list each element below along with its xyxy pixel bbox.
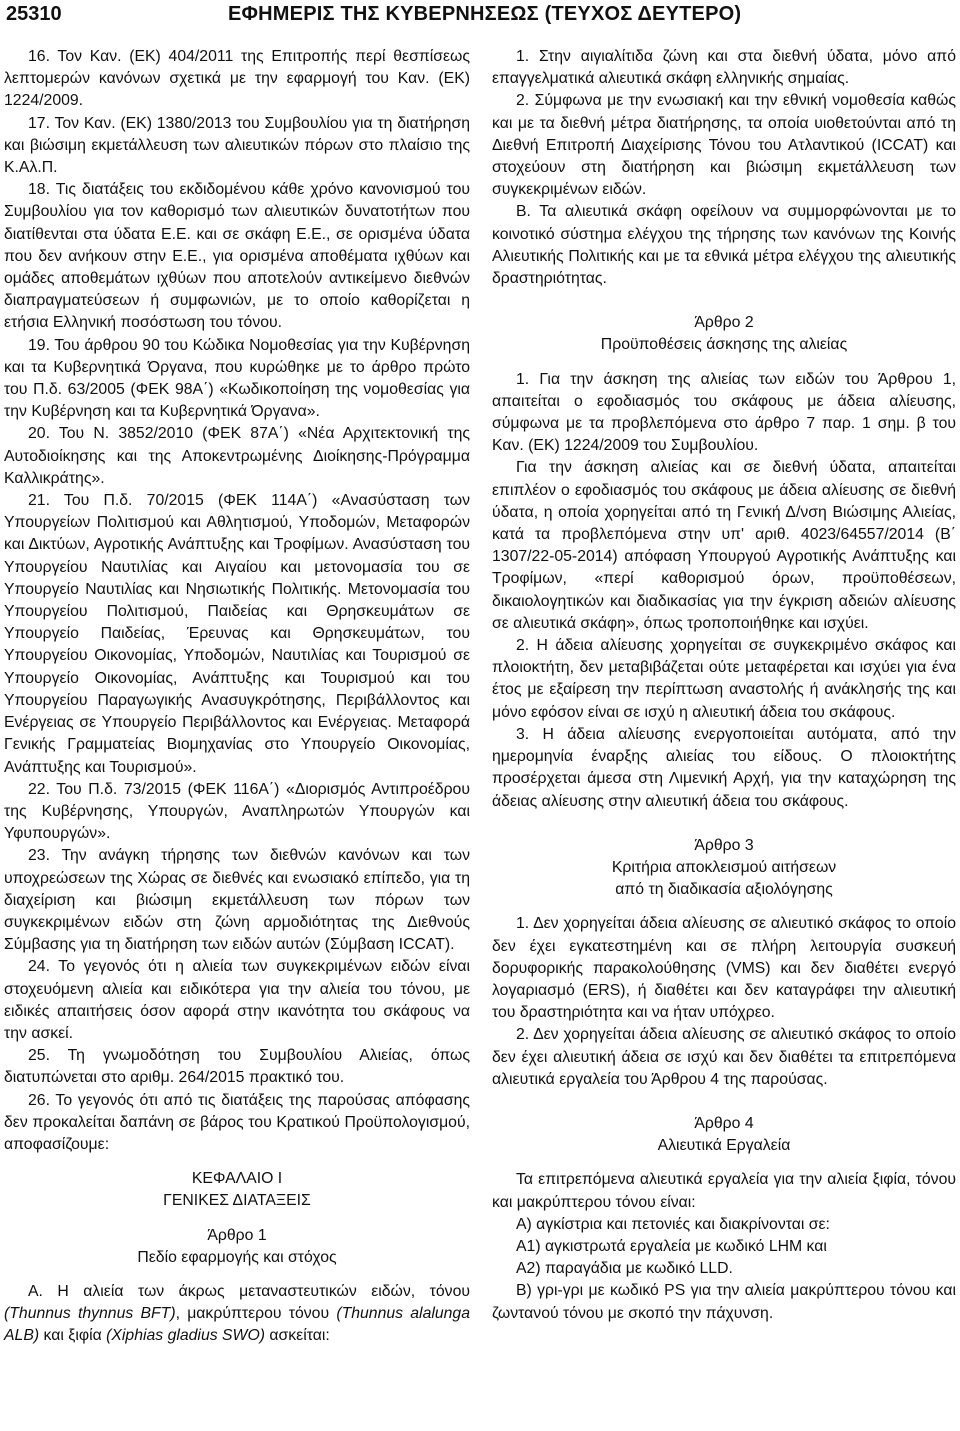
a-mid2: και ξιφία — [39, 1327, 107, 1345]
article-1-heading: Άρθρο 1 — [207, 1226, 267, 1244]
left-column — [4, 46, 470, 1348]
a-intro: Α. Η αλιεία των άκρως μεταναστευτικών ειδών, τόνου — [28, 1282, 470, 1300]
paragraph-18: 18. Τις διατάξεις του εκδιδομένου κάθε χρόνο κανονισμού του Συμβουλίου για τον καθορισμό των αλιευτικών δυνατοτήτων που διατίθενται στα ύδατα Ε.Ε. και σε σκάφη Ε.Ε., σε ορισμένα ύδατα που δεν ανήκουν στην Ε.Ε., για ορισμένα αποθέματα ιχθύων και ομάδες αποθεμάτων ιχθύων που αποτελούν αντικείμενο διεθνών διαπραγματεύσεων ή συμφωνιών, με το οποίο καθορίζεται η ετήσια Ελληνική ποσόστωση του τόνου. — [4, 181, 470, 332]
article-2-item-1b: Για την άσκηση αλιείας και σε διεθνή ύδατα, απαιτείται επιπλέον ο εφοδιασμός του σκάφους με άδεια αλίευσης σε διεθνή ύδατα, η οποία χορηγείται από τη Γενική Δ/νση Βιώσιμης Αλιείας, κατά τα προβλεπόμενα στην υπ' αριθ. 4023/64557/2014 (Β΄ 1307/22-05-2014) απόφαση Υπουργού Αγροτικής Ανάπτυξης και Τροφίμων, «περί καθορισμού όρων, προϋποθέσεων, δικαιολογητικών και διαδικασίας για την έγκριση αδειών αλίευσης σε αλιευτικά σκάφη», όπως τροποποιήθηκε και ισχύει. — [492, 459, 956, 632]
paragraph-16: 16. Τον Καν. (ΕΚ) 404/2011 της Επιτροπής περί θεσπίσεως λεπτομερών κανόνων σχετικά με την εφαρμογή του Καν. (ΕΚ) 1224/2009. — [4, 48, 470, 110]
paragraph-21: 21. Του Π.δ. 70/2015 (ΦΕΚ 114Α΄) «Ανασύσταση των Υπουργείων Πολιτισμού και Αθλητισμού, Υποδομών, Μεταφορών και Δικτύων, Αγροτικής Ανάπτυξης και Τροφίμων. Ανασύσταση του Υπουργείου Ναυτιλίας και Αιγαίου και μετονομασία του σε Υπουργείο Ναυτιλίας και Νησιωτικής Πολιτικής. Μετονομασία του Υπουργείου Πολιτισμού, Παιδείας και Θρησκευμάτων σε Υπουργείο Παιδείας, Έρευνας και Θρησκευμάτων, του Υπουργείου Οικονομίας, Υποδομών, Ναυτιλίας και Τουρισμού σε Υπουργείο Οικονομίας, Ανάπτυξης και Τουρισμού και του Υπουργείου Παραγωγικής Ανασυγκρότησης, Περιβάλλοντος και Ενέργειας σε Υπουργείο Περιβάλλοντος και Ενέργειας. Μεταφορά Γενικής Γραμματείας Βιομηχανίας στο Υπουργείο Οικονομίας, Ανάπτυξης και Τουρισμού». — [4, 492, 470, 776]
article-4-item-a: Α) αγκίστρια και πετονιές και διακρίνονται σε: — [516, 1215, 830, 1233]
paragraph-23: 23. Την ανάγκη τήρησης των διεθνών κανόνων και των υποχρεώσεων της Χώρας σε διεθνές και ενωσιακό επίπεδο, για τη διαχείριση και βιώσιμη εκμετάλλευση των πόρων των συγκεκριμένων ειδών στη ζώνη αρμοδιότητας της Διεθνούς Σύμβασης για τη διατήρηση των ειδών αυτών (Σύμβαση ICCAT). — [4, 847, 470, 954]
a-end: ασκείται: — [265, 1327, 330, 1345]
paragraph-25: 25. Τη γνωμοδότηση του Συμβουλίου Αλιείας, όπως διατυπώνεται στο αριθμ. 264/2015 πρακτικό του. — [4, 1047, 470, 1087]
article-2-item-1: 1. Για την άσκηση της αλιείας των ειδών του Άρθρου 1, απαιτείται ο εφοδιασμός του σκάφους με άδεια αλίευσης, σύμφωνα με τα προβλεπόμενα στο άρθρο 7 παρ. 1 σημ. β του Καν. (ΕΚ) 1224/2009 του Συμβουλίου. — [492, 370, 956, 455]
species-thunnus-alalunga: (Thunnus alalunga ALB) — [4, 1305, 471, 1345]
species-thunnus-thynnus: (Thunnus thynnus BFT) — [4, 1305, 176, 1323]
paragraph-20: 20. Του Ν. 3852/2010 (ΦΕΚ 87Α΄) «Νέα Αρχιτεκτονική της Αυτοδιοίκησης και της Αποκεντρωμένης Διοίκησης-Πρόγραμμα Καλλικράτης». — [4, 425, 470, 487]
article-1-paragraph-b: Β. Τα αλιευτικά σκάφη οφείλουν να συμμορφώνονται με το κοινοτικό σύστημα ελέγχου της τήρησης των κανόνων της Κοινής Αλιευτικής Πολιτικής και με τα εθνικά μέτρα ελέγχου της αλιευτικής δραστηριότητας. — [492, 203, 956, 288]
paragraph-19: 19. Του άρθρου 90 του Κώδικα Νομοθεσίας για την Κυβέρνηση και τα Κυβερνητικά Όργανα, που κυρώθηκε με το άρθρο πρώτο του Π.δ. 63/2005 (ΦΕΚ 98Α΄) «Κωδικοποίηση της νομοθεσίας για την Κυβέρνηση και τα Κυβερνητικά Όργανα». — [4, 336, 470, 421]
article-3-item-2: 2. Δεν χορηγείται άδεια αλίευσης σε αλιευτικό σκάφος το οποίο δεν έχει αλιευτική άδεια σε ισχύ και δεν διαθέτει τα επιτρεπόμενα αλιευτικά εργαλεία του Άρθρου 4 της παρούσας. — [492, 1026, 956, 1088]
page-header — [0, 0, 960, 36]
article-1-item-1: 1. Στην αιγιαλίτιδα ζώνη και στα διεθνή ύδατα, μόνο από επαγγελματικά αλιευτικά σκάφη ελληνικής σημαίας. — [492, 48, 956, 88]
article-3-title-line1: Κριτήρια αποκλεισμού αιτήσεων — [611, 858, 837, 876]
article-2-item-2: 2. Η άδεια αλίευσης χορηγείται σε συγκεκριμένο σκάφος και πλοιοκτήτη, δεν μεταβιβάζεται ούτε μεταφέρεται και ισχύει για ένα έτος με εξαίρεση την περίπτωση αναστολής ή ανάκλησής της και μόνο εφόσον είναι σε ισχύ η αλιευτική άδεια του σκάφους. — [492, 637, 956, 721]
right-column — [492, 46, 956, 1325]
species-xiphias-gladius: (Xiphias gladius SWO) — [106, 1327, 266, 1345]
article-1-title: Πεδίο εφαρμογής και στόχος — [137, 1248, 337, 1266]
article-2-item-3: 3. Η άδεια αλίευσης ενεργοποιείται αυτόματα, από την ημερομηνία έναρξης αλιείας του είδους. Ο πλοιοκτήτης προσέρχεται άμεσα στη Λιμενική Αρχή, για την καταχώρηση της άδειας αλίευσης στην αλιευτική άδεια του σκάφους. — [492, 725, 956, 810]
chapter-heading: ΚΕΦΑΛΑΙΟ Ι — [191, 1170, 283, 1188]
article-2-heading: Άρθρο 2 — [694, 314, 754, 332]
page-number: 25310 — [6, 3, 62, 25]
article-4-heading: Άρθρο 4 — [694, 1114, 754, 1132]
article-2-title: Προϋποθέσεις άσκησης της αλιείας — [600, 336, 848, 354]
paragraph-17: 17. Τον Καν. (ΕΚ) 1380/2013 του Συμβουλίου για τη διατήρηση και βιώσιμη εκμετάλλευση των αλιευτικών πόρων στο πλαίσιο της Κ.Αλ.Π. — [4, 114, 470, 177]
paragraph-24: 24. Το γεγονός ότι η αλιεία των συγκεκριμένων ειδών είναι στοχευόμενη αλιεία και ειδικότερα για την αλιεία του τόνου, με ειδικές απαιτήσεις όσον αφορά στην ικανότητα του σκάφους να την ασκεί. — [4, 958, 470, 1042]
article-4-item-a2: Α2) παραγάδια με κωδικό LLD. — [516, 1260, 733, 1278]
article-3-item-1: 1. Δεν χορηγείται άδεια αλίευσης σε αλιευτικό σκάφος το οποίο δεν έχει εγκατεστημένη και σε πλήρη λειτουργία συσκευή δορυφορικής παρακολούθησης (VMS) και δεν διαθέτει ενεργό λογαριασμό (ERS), ή διαθέτει και δεν καταγράφει την αλιευτική του δραστηριότητα και να ήταν υπόχρεο. — [492, 915, 956, 1022]
article-4-item-a1: Α1) αγκιστρωτά εργαλεία με κωδικό LHM και — [516, 1237, 827, 1255]
paragraph-22: 22. Του Π.δ. 73/2015 (ΦΕΚ 116Α΄) «Διορισμός Αντιπροέδρου της Κυβέρνησης, Υπουργών, Αναπληρωτών Υπουργών και Υφυπουργών». — [4, 780, 470, 843]
article-4-item-b: Β) γρι-γρι με κωδικό PS για την αλιεία μακρύπτερου τόνου και ζωντανού τόνου με σκοπό την πάχυνση. — [492, 1282, 956, 1322]
article-3-title-line2: από τη διαδικασία αξιολόγησης — [615, 881, 833, 899]
article-4-title: Αλιευτικά Εργαλεία — [657, 1137, 791, 1155]
article-4-intro: Τα επιτρεπόμενα αλιευτικά εργαλεία για την αλιεία ξιφία, τόνου και μακρύπτερου τόνου είναι: — [492, 1171, 956, 1211]
chapter-title: ΓΕΝΙΚΕΣ ΔΙΑΤΑΞΕΙΣ — [163, 1192, 311, 1210]
a-mid1: , μακρύπτερου τόνου — [175, 1305, 337, 1323]
paragraph-26: 26. Το γεγονός ότι από τις διατάξεις της παρούσας απόφασης δεν προκαλείται δαπάνη σε βάρος του Κρατικού Προϋπολογισμού, αποφασίζουμε: — [4, 1091, 470, 1153]
article-1-paragraph-a — [4, 1281, 470, 1348]
gazette-title: ΕΦΗΜΕΡΙΣ ΤΗΣ ΚΥΒΕΡΝΗΣΕΩΣ (ΤΕΥΧΟΣ ΔΕΥΤΕΡΟ) — [228, 3, 742, 25]
article-1-item-2: 2. Σύμφωνα με την ενωσιακή και την εθνική νομοθεσία καθώς και με τα διεθνή μέτρα διατήρησης, τα οποία υιοθετούνται από τη Διεθνή Επιτροπή Διαχείρισης Τόνου του Ατλαντικού (ICCAT) και στοχεύουν στη διατήρηση και βιώσιμη εκμετάλλευση των συγκεκριμένων ειδών. — [492, 92, 956, 199]
article-3-heading: Άρθρο 3 — [694, 836, 754, 854]
